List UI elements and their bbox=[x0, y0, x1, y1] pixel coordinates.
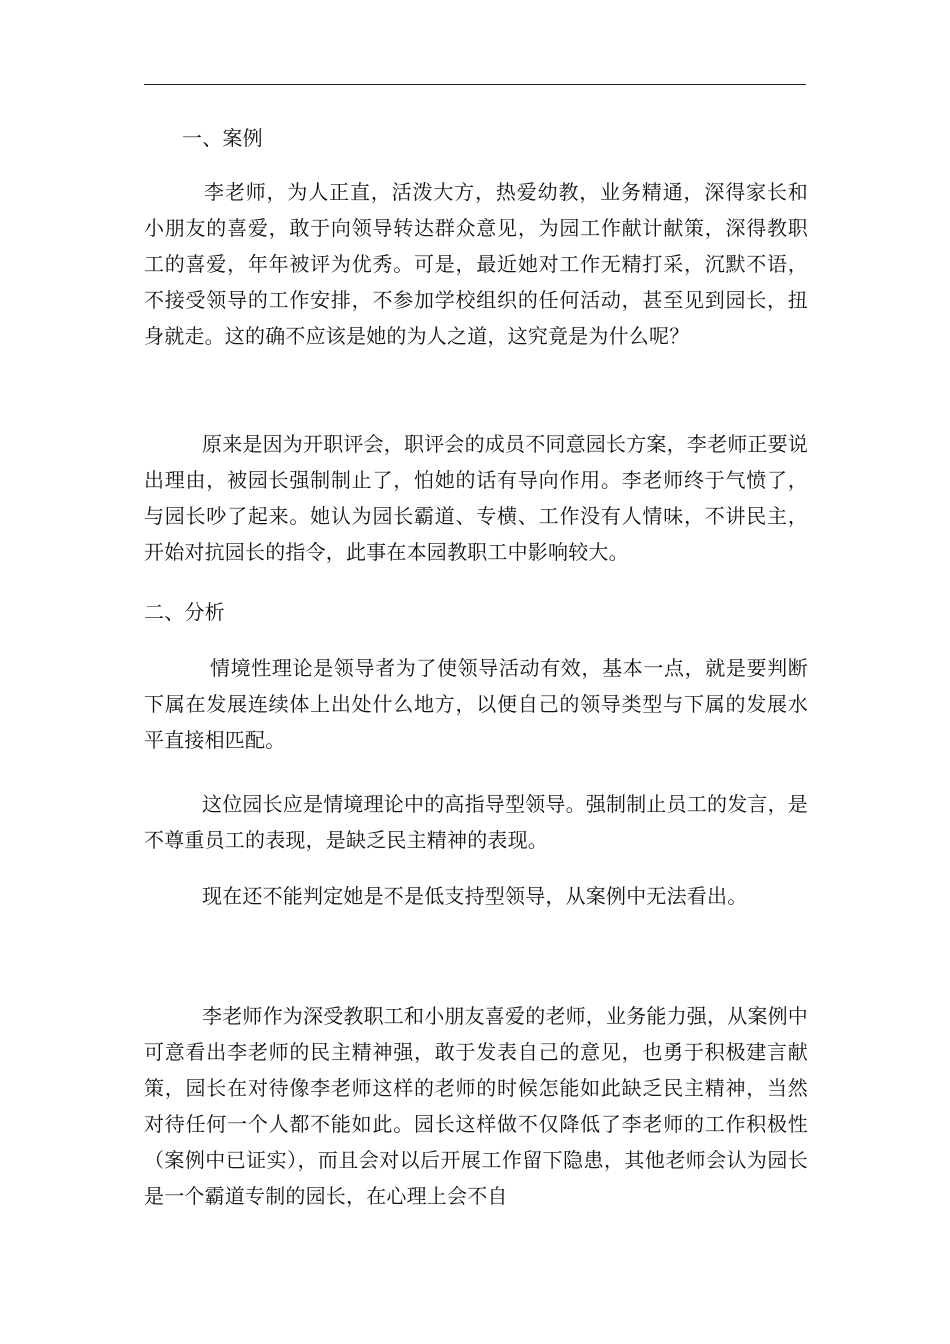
analysis-paragraph-4: 李老师作为深受教职工和小朋友喜爱的老师，业务能力强，从案例中可意看出李老师的民主精神强，敢于发表自己的意见，也勇于积极建言献策，园长在对待像李老师这样的老师的时候怎能如此缺乏民主精神，当然对待任何一个人都不能如此。园长这样做不仅降低了李老师的工作积极性（案例中已证实），而且会对以后开展工作留下隐患，其他老师会认为园长是一个霸道专制的园长，在心理上会不自 bbox=[144, 1004, 808, 1208]
case-paragraph-2: 原来是因为开职评会，职评会的成员不同意园长方案，李老师正要说出理由，被园长强制制止了，怕她的话有导向作用。李老师终于气愤了，与园长吵了起来。她认为园长霸道、专横、工作没有人情味，不讲民主，开始对抗园长的指令，此事在本园教职工中影响较大。 bbox=[144, 432, 808, 564]
analysis-paragraph-2: 这位园长应是情境理论中的高指导型领导。强制制止员工的发言，是不尊重员工的表现，是缺乏民主精神的表现。 bbox=[144, 792, 808, 852]
analysis-paragraph-1: 情境性理论是领导者为了使领导活动有效，基本一点，就是要判断下属在发展连续体上出处什么地方，以便自己的领导类型与下属的发展水平直接相匹配。 bbox=[144, 656, 808, 752]
section-heading-case: 一、案例 bbox=[182, 126, 263, 150]
section-heading-analysis: 二、分析 bbox=[144, 600, 225, 624]
analysis-paragraph-3: 现在还不能判定她是不是低支持型领导，从案例中无法看出。 bbox=[202, 884, 748, 908]
case-paragraph-1: 李老师，为人正直，活泼大方，热爱幼教，业务精通，深得家长和小朋友的喜爱，敢于向领导转达群众意见，为园工作献计献策，深得教职工的喜爱，年年被评为优秀。可是，最近她对工作无精打采，沉默不语，不接受领导的工作安排，不参加学校组织的任何活动，甚至见到园长，扭身就走。这的确不应该是她的为人之道，这究竟是为什么呢？ bbox=[144, 180, 808, 348]
header-rule bbox=[144, 84, 806, 85]
